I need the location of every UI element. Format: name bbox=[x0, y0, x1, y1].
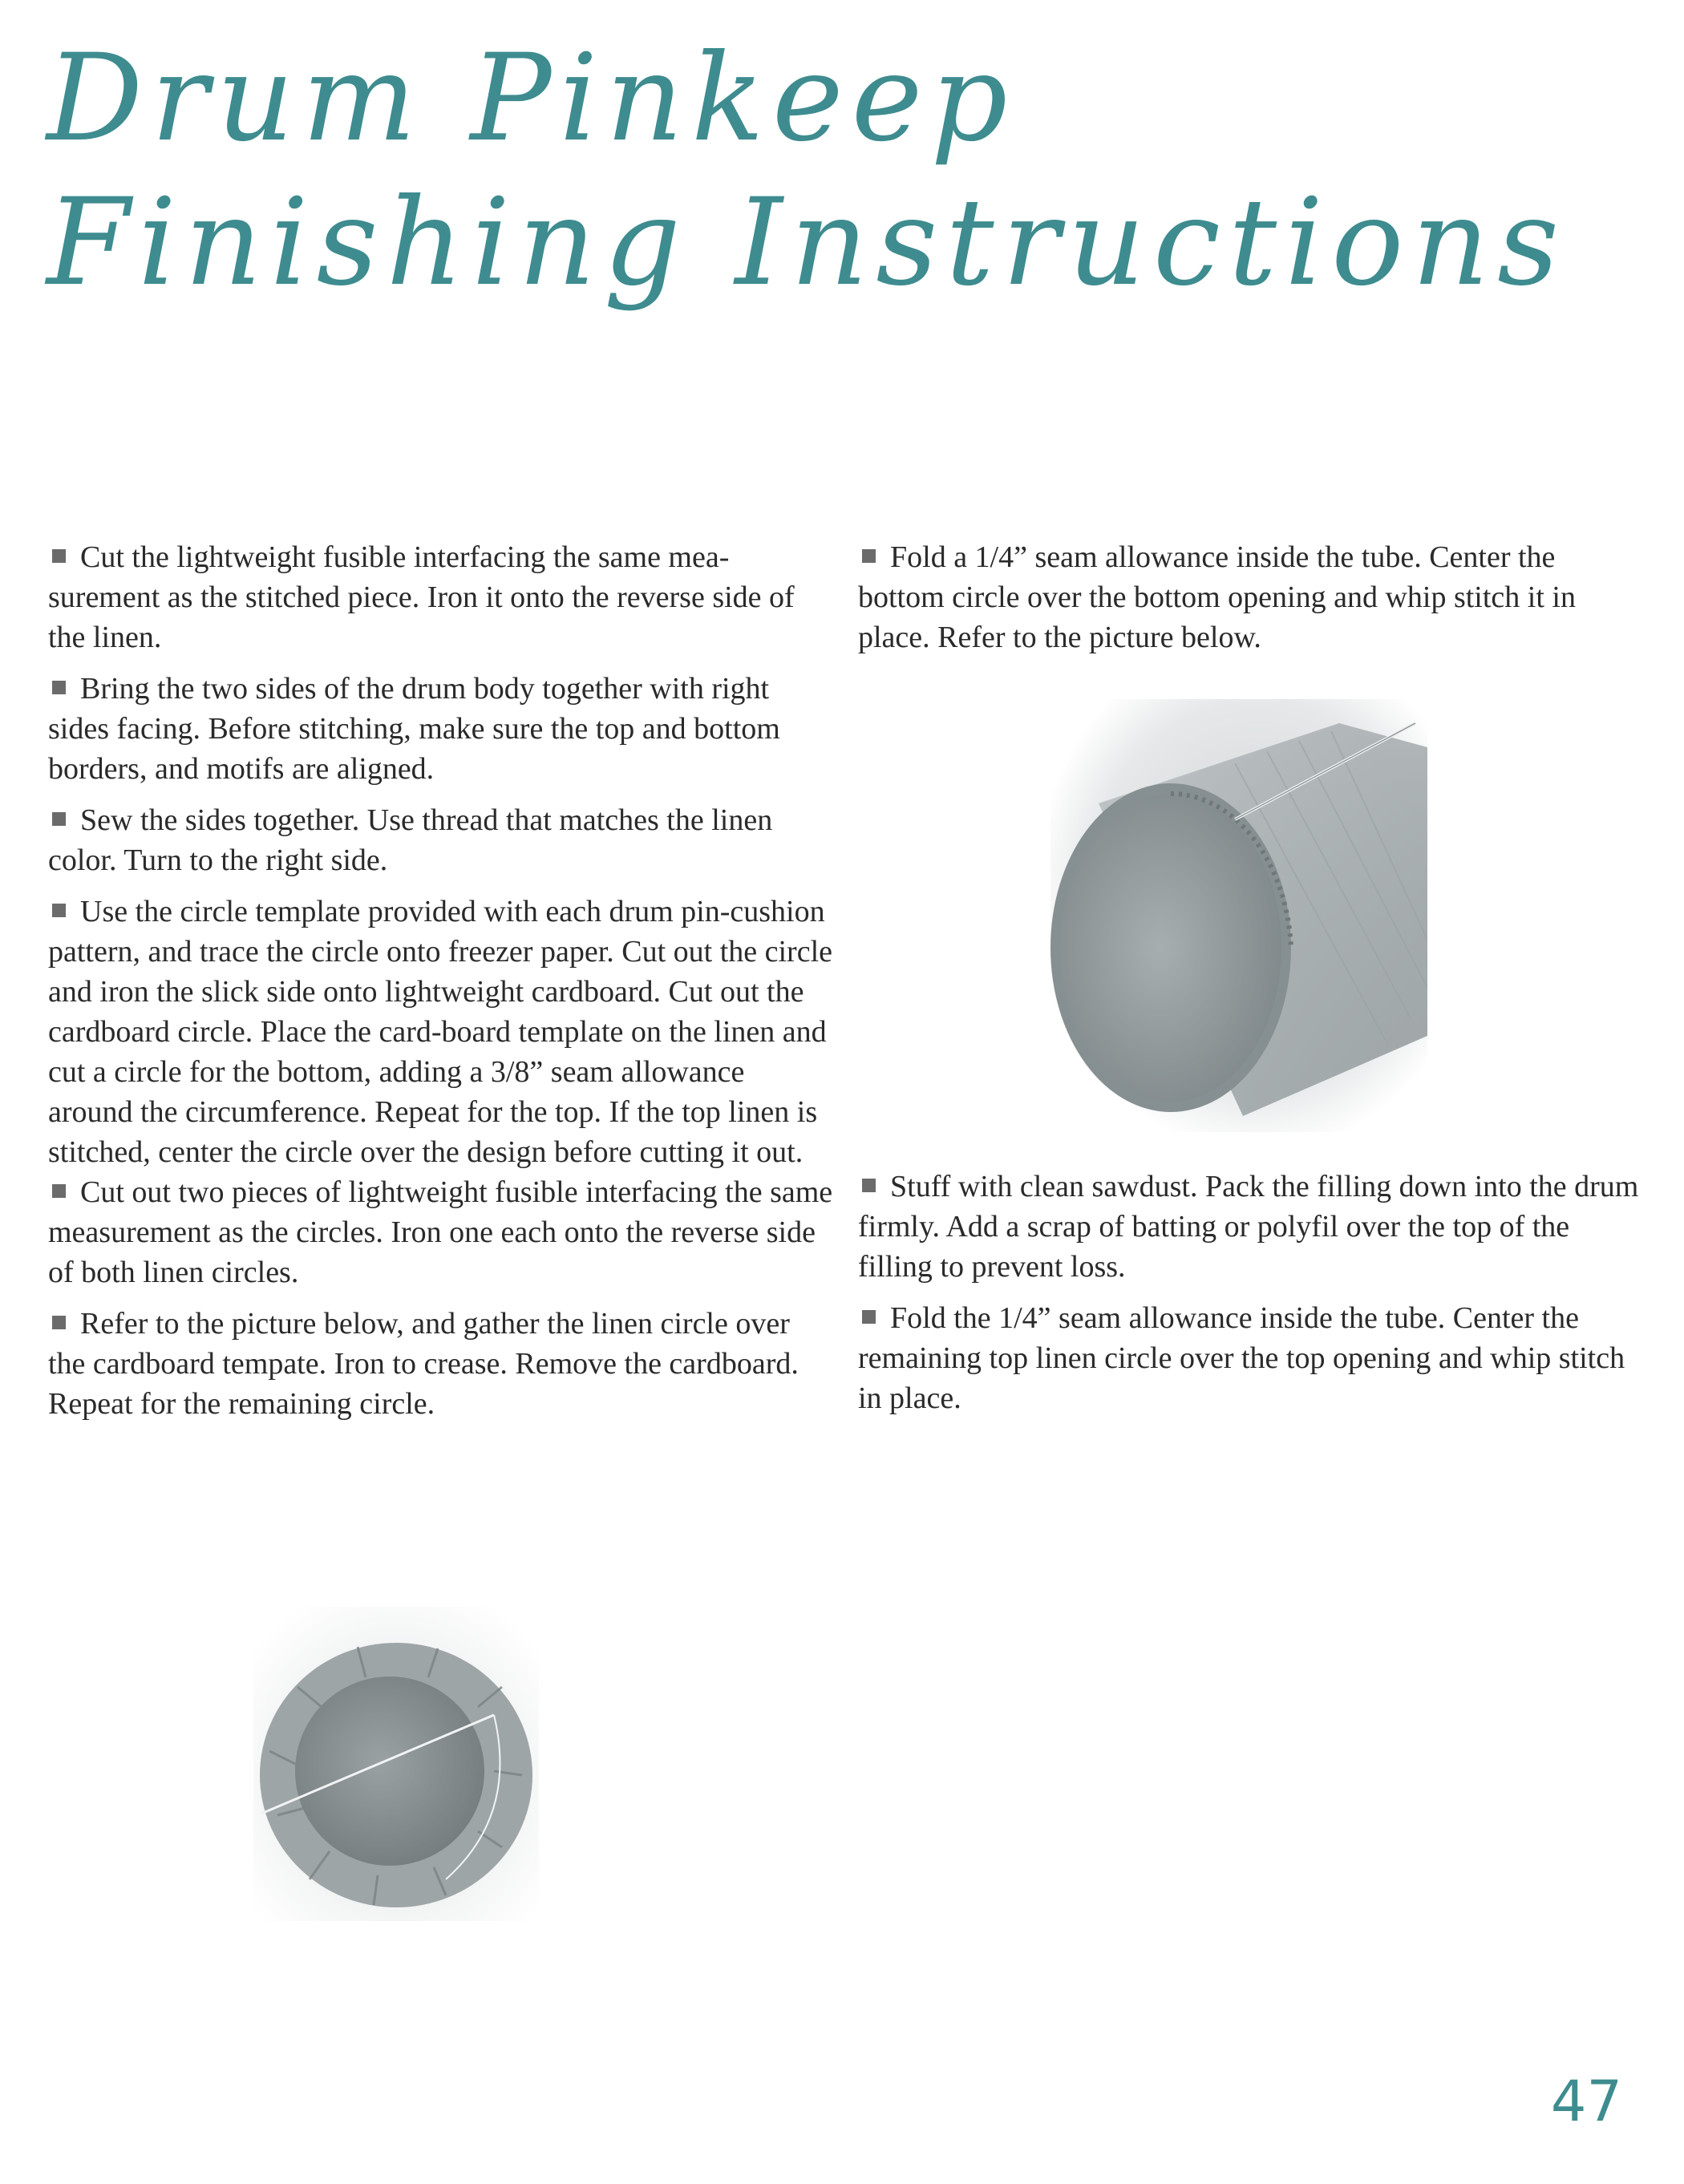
right-column-top bbox=[858, 537, 1644, 669]
step-text: Bring the two sides of the drum body together with right sides facing. Before stitching, make sure the top and bottom borders, and motifs are aligned. bbox=[48, 672, 780, 786]
step-text: Cut the lightweight fusible interfacing the same mea-surement as the stitched piece. Iron it onto the reverse side of the linen. bbox=[48, 540, 795, 654]
gathered-circle-photo bbox=[253, 1607, 539, 1921]
square-bullet-icon bbox=[52, 1184, 66, 1198]
step-item bbox=[48, 669, 834, 789]
page-title-line-2: Finishing Instructions bbox=[47, 173, 1568, 313]
step-item bbox=[48, 1304, 834, 1424]
page-number: 47 bbox=[1550, 2069, 1622, 2134]
step-item bbox=[858, 1298, 1644, 1418]
step-text: Refer to the picture below, and gather the linen circle over the cardboard tempate. Iron to crease. Remove the cardboard. Repeat for the remaining circle. bbox=[48, 1307, 799, 1421]
step-item bbox=[858, 537, 1644, 657]
step-item bbox=[48, 1172, 834, 1292]
step-item bbox=[858, 1167, 1644, 1287]
step-item bbox=[48, 892, 834, 1172]
square-bullet-icon bbox=[52, 549, 66, 563]
square-bullet-icon bbox=[862, 1179, 876, 1192]
step-text: Fold the 1/4” seam allowance inside the tube. Center the remaining top linen circle over the top opening and whip stitch in place. bbox=[858, 1301, 1625, 1415]
left-column bbox=[48, 537, 834, 1435]
square-bullet-icon bbox=[862, 549, 876, 563]
square-bullet-icon bbox=[52, 812, 66, 826]
page-title-line-1: Drum Pinkeep bbox=[47, 29, 1016, 168]
right-column-bottom bbox=[858, 1167, 1644, 1430]
step-item bbox=[48, 800, 834, 880]
step-text: Use the circle template provided with each drum pin-cushion pattern, and trace the circle onto freezer paper. Cut out the circle and iron the slick side onto lightweight cardboard. Cut out the cardboard circle. Place the card-board template on the linen and cut a circle for the bottom, adding a 3/8” seam allowance around the circumference. Repeat for the top. If the top linen is stitched, center the circle over the design before cutting it out. bbox=[48, 895, 832, 1169]
drum-stitching-photo bbox=[1050, 699, 1427, 1132]
step-text: Stuff with clean sawdust. Pack the filling down into the drum firmly. Add a scrap of batting or polyfil over the top of the filling to prevent loss. bbox=[858, 1170, 1639, 1284]
step-text: Sew the sides together. Use thread that matches the linen color. Turn to the right side. bbox=[48, 803, 773, 877]
step-item bbox=[48, 537, 834, 657]
square-bullet-icon bbox=[862, 1310, 876, 1324]
square-bullet-icon bbox=[52, 681, 66, 694]
square-bullet-icon bbox=[52, 904, 66, 917]
step-text: Fold a 1/4” seam allowance inside the tube. Center the bottom circle over the bottom opening and whip stitch it in place. Refer to the picture below. bbox=[858, 540, 1576, 654]
step-text: Cut out two pieces of lightweight fusible interfacing the same measurement as the circles. Iron one each onto the reverse side of both linen circles. bbox=[48, 1175, 833, 1289]
square-bullet-icon bbox=[52, 1316, 66, 1329]
